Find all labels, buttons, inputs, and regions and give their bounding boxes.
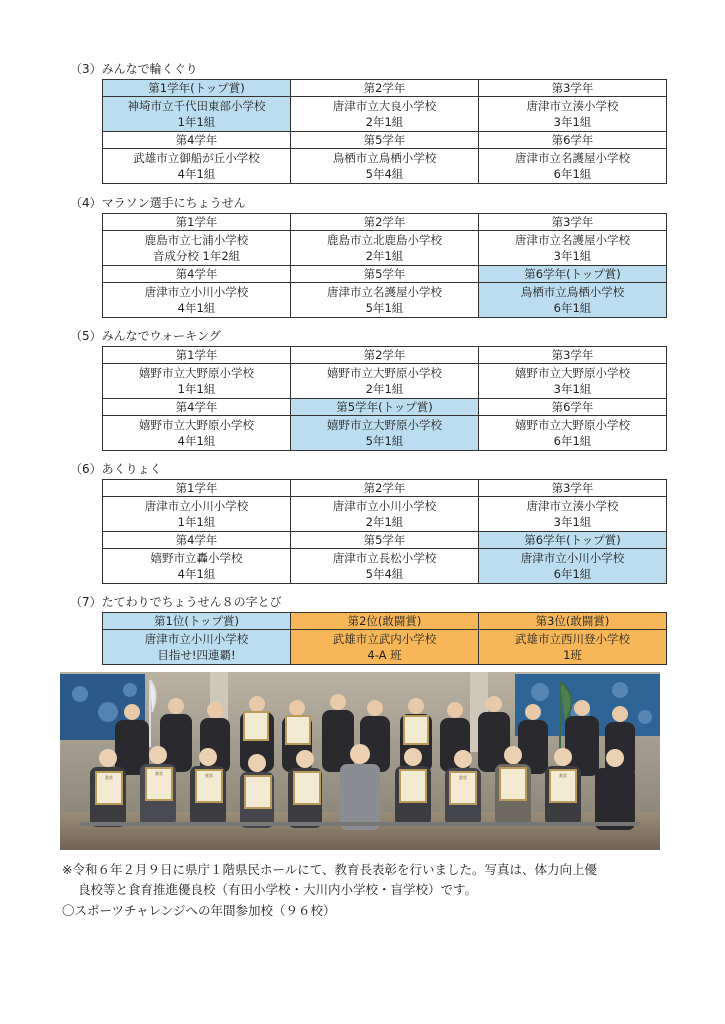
- school-name: 嬉野市立大野原小学校: [327, 366, 442, 380]
- school-name: 嬉野市立轟小学校: [150, 551, 243, 565]
- class-name: 5年1組: [365, 301, 404, 315]
- grade-header: 第6学年: [479, 399, 667, 416]
- winner-cell: [479, 549, 667, 584]
- winner-cell: [479, 416, 667, 451]
- school-name: 唐津市立湊小学校: [526, 499, 619, 513]
- body-row: [103, 549, 667, 584]
- school-name: 唐津市立小川小学校: [144, 632, 249, 646]
- grade-header: 第4学年: [103, 132, 291, 149]
- winner-cell: [479, 630, 667, 665]
- grade-header: 第4学年: [103, 532, 291, 549]
- class-name: 3年1組: [553, 115, 592, 129]
- grade-header: 第5学年: [291, 532, 479, 549]
- winner-cell: [479, 497, 667, 532]
- winner-cell: [291, 149, 479, 184]
- section-grip: [70, 462, 670, 581]
- header-row: [103, 132, 667, 149]
- grade-header: 第5学年: [291, 132, 479, 149]
- school-name: 嬉野市立大野原小学校: [139, 418, 254, 432]
- body-row: [103, 283, 667, 318]
- certificate-label: 賞状: [205, 773, 213, 778]
- school-name: 唐津市立湊小学校: [526, 99, 619, 113]
- header-row: [103, 399, 667, 416]
- grade-header: 第6学年(トップ賞): [479, 532, 667, 549]
- class-name: 2年1組: [365, 115, 404, 129]
- class-name: 2年1組: [365, 249, 404, 263]
- school-name: 唐津市立小川小学校: [144, 285, 249, 299]
- school-name: 武雄市立御船が丘小学校: [133, 151, 260, 165]
- header-row: [103, 613, 667, 630]
- school-name: 唐津市立名護屋小学校: [515, 233, 630, 247]
- winner-cell: [291, 231, 479, 266]
- grade-header: 第3学年: [479, 480, 667, 497]
- class-name: 2年1組: [365, 515, 404, 529]
- school-name: 唐津市立小川小学校: [332, 499, 437, 513]
- header-row: [103, 347, 667, 364]
- class-name: 目指せ!四連覇!: [157, 648, 236, 662]
- winner-cell: [103, 364, 291, 399]
- winner-cell: [291, 97, 479, 132]
- section-wheel: [70, 62, 670, 181]
- school-name: 武雄市立武内小学校: [332, 632, 437, 646]
- section-heading: （3）みんなで輪くぐり: [70, 62, 198, 76]
- winner-cell: [291, 497, 479, 532]
- section-heading: （7）たてわりでちょうせん８の字とび: [70, 595, 282, 609]
- winner-cell: [103, 283, 291, 318]
- school-name: 唐津市立名護屋小学校: [327, 285, 442, 299]
- winner-cell: [103, 149, 291, 184]
- school-name: 嬉野市立大野原小学校: [139, 366, 254, 380]
- certificate-label: 賞状: [559, 773, 567, 778]
- grade-header: 第2位(敢闘賞): [291, 613, 479, 630]
- school-name: 嬉野市立大野原小学校: [515, 418, 630, 432]
- grade-header: 第5学年: [291, 266, 479, 283]
- body-row: [103, 497, 667, 532]
- note-line-3: 〇スポーツチャレンジへの年間参加校（９６校）: [62, 903, 336, 918]
- class-name: 6年1組: [553, 567, 592, 581]
- class-name: 1年1組: [177, 515, 216, 529]
- school-name: 嬉野市立大野原小学校: [327, 418, 442, 432]
- class-name: 1班: [563, 648, 582, 662]
- class-name: 1年1組: [177, 115, 216, 129]
- results-table: [102, 79, 667, 184]
- winner-cell: [479, 97, 667, 132]
- class-name: 音成分校 1年2組: [152, 249, 241, 263]
- grade-header: 第3学年: [479, 347, 667, 364]
- winner-cell: [103, 497, 291, 532]
- grade-header: 第4学年: [103, 399, 291, 416]
- header-row: [103, 80, 667, 97]
- school-name: 鳥栖市立鳥栖小学校: [332, 151, 437, 165]
- school-name: 唐津市立小川小学校: [520, 551, 625, 565]
- results-table: [102, 479, 667, 584]
- school-name: 鹿島市立七浦小学校: [144, 233, 249, 247]
- school-name: 鹿島市立北鹿島小学校: [327, 233, 442, 247]
- body-row: [103, 364, 667, 399]
- award-ceremony-photo: [60, 672, 660, 850]
- grade-header: 第1学年: [103, 480, 291, 497]
- section-heading: （4）マラソン選手にちょうせん: [70, 196, 246, 210]
- winner-cell: [291, 416, 479, 451]
- body-row: [103, 630, 667, 665]
- school-name: 唐津市立長松小学校: [332, 551, 437, 565]
- winner-cell: [291, 283, 479, 318]
- grade-header: 第1学年: [103, 214, 291, 231]
- grade-header: 第3学年: [479, 214, 667, 231]
- class-name: 5年1組: [365, 434, 404, 448]
- class-name: 3年1組: [553, 382, 592, 396]
- certificate-label: 賞状: [105, 775, 113, 780]
- class-name: 6年1組: [553, 434, 592, 448]
- school-name: 唐津市立大良小学校: [332, 99, 437, 113]
- grade-header: 第1学年: [103, 347, 291, 364]
- section-walking: [70, 329, 670, 448]
- grade-header: 第1位(トップ賞): [103, 613, 291, 630]
- class-name: 5年4組: [365, 167, 404, 181]
- winner-cell: [103, 549, 291, 584]
- class-name: 4年1組: [177, 301, 216, 315]
- body-row: [103, 97, 667, 132]
- note-line-1: ※令和６年２月９日に県庁１階県民ホールにて、教育長表彰を行いました。写真は、体力向上優: [62, 862, 597, 877]
- header-row: [103, 480, 667, 497]
- class-name: 4年1組: [177, 167, 216, 181]
- grade-header: 第3学年: [479, 80, 667, 97]
- section-marathon: [70, 196, 670, 315]
- school-name: 神埼市立千代田東部小学校: [127, 99, 266, 113]
- note-line-2: 良校等と食育推進優良校（有田小学校・大川内小学校・盲学校）です。: [78, 882, 478, 897]
- grade-header: 第2学年: [291, 80, 479, 97]
- section-heading: （5）みんなでウォーキング: [70, 329, 221, 343]
- winner-cell: [103, 416, 291, 451]
- section-jump-rope: [70, 595, 670, 662]
- header-row: [103, 266, 667, 283]
- body-row: [103, 416, 667, 451]
- winner-cell: [479, 283, 667, 318]
- grade-header: 第2学年: [291, 480, 479, 497]
- class-name: 1年1組: [177, 382, 216, 396]
- certificate-label: 賞状: [155, 771, 163, 776]
- winner-cell: [479, 231, 667, 266]
- winner-cell: [103, 630, 291, 665]
- grade-header: 第6学年: [479, 132, 667, 149]
- body-row: [103, 149, 667, 184]
- header-row: [103, 214, 667, 231]
- header-row: [103, 532, 667, 549]
- class-name: 6年1組: [553, 167, 592, 181]
- grade-header: 第2学年: [291, 214, 479, 231]
- results-table: [102, 213, 667, 318]
- school-name: 唐津市立名護屋小学校: [515, 151, 630, 165]
- grade-header: 第5学年(トップ賞): [291, 399, 479, 416]
- class-name: 5年4組: [365, 567, 404, 581]
- class-name: 3年1組: [553, 515, 592, 529]
- class-name: 4-A 班: [367, 648, 402, 662]
- grade-header: 第3位(敢闘賞): [479, 613, 667, 630]
- winner-cell: [291, 364, 479, 399]
- school-name: 鳥栖市立鳥栖小学校: [520, 285, 625, 299]
- class-name: 3年1組: [553, 249, 592, 263]
- certificate-label: 賞状: [459, 775, 467, 780]
- winner-cell: [103, 231, 291, 266]
- results-table: [102, 612, 667, 665]
- class-name: 2年1組: [365, 382, 404, 396]
- grade-header: 第4学年: [103, 266, 291, 283]
- results-table: [102, 346, 667, 451]
- grade-header: 第2学年: [291, 347, 479, 364]
- winner-cell: [479, 149, 667, 184]
- class-name: 4年1組: [177, 434, 216, 448]
- winner-cell: [479, 364, 667, 399]
- school-name: 唐津市立小川小学校: [144, 499, 249, 513]
- section-heading: （6）あくりょく: [70, 462, 162, 476]
- school-name: 武雄市立西川登小学校: [515, 632, 630, 646]
- winner-cell: [103, 97, 291, 132]
- winner-cell: [291, 630, 479, 665]
- winner-cell: [291, 549, 479, 584]
- grade-header: 第6学年(トップ賞): [479, 266, 667, 283]
- body-row: [103, 231, 667, 266]
- class-name: 6年1組: [553, 301, 592, 315]
- class-name: 4年1組: [177, 567, 216, 581]
- school-name: 嬉野市立大野原小学校: [515, 366, 630, 380]
- grade-header: 第1学年(トップ賞): [103, 80, 291, 97]
